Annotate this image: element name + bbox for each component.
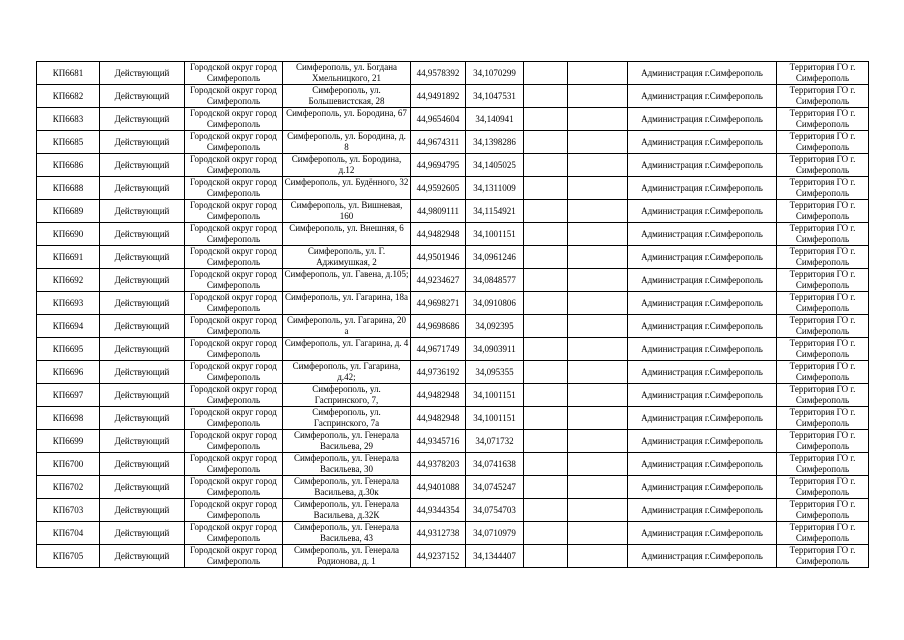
table-row: [37, 338, 869, 361]
owner-cell: Администрация г.Симферополь: [628, 430, 777, 453]
table-row: [37, 131, 869, 154]
longitude-cell: 34,0710979: [466, 522, 524, 545]
district-cell: Городской округ город Симферополь: [185, 62, 283, 85]
address-cell: Симферополь, ул. Генерала Васильева, д.30к: [283, 476, 411, 499]
longitude-cell: 34,0741638: [466, 453, 524, 476]
longitude-cell: 34,1001151: [466, 384, 524, 407]
address-cell: Симферополь, ул. Гагарина, 20 а: [283, 315, 411, 338]
code-cell: КП6686: [37, 154, 100, 177]
latitude-cell: 44,9491892: [411, 85, 466, 108]
registry-body: [37, 62, 869, 568]
address-cell: Симферополь, ул. Гаспринского, 7а: [283, 407, 411, 430]
empty-cell-a: [524, 522, 568, 545]
code-cell: КП6681: [37, 62, 100, 85]
district-cell: Городской округ город Симферополь: [185, 223, 283, 246]
empty-cell-b: [568, 200, 628, 223]
empty-cell-a: [524, 223, 568, 246]
latitude-cell: 44,9234627: [411, 269, 466, 292]
latitude-cell: 44,9401088: [411, 476, 466, 499]
district-cell: Городской округ город Симферополь: [185, 269, 283, 292]
address-cell: Симферополь, ул. Гагарина, д.42;: [283, 361, 411, 384]
territory-cell: Территория ГО г. Симферополь: [777, 177, 869, 200]
table-row: [37, 200, 869, 223]
table-row: [37, 223, 869, 246]
district-cell: Городской округ город Симферополь: [185, 499, 283, 522]
empty-cell-b: [568, 407, 628, 430]
status-cell: Действующий: [100, 361, 185, 384]
territory-cell: Территория ГО г. Симферополь: [777, 361, 869, 384]
district-cell: Городской округ город Симферополь: [185, 177, 283, 200]
empty-cell-b: [568, 522, 628, 545]
district-cell: Городской округ город Симферополь: [185, 154, 283, 177]
code-cell: КП6700: [37, 453, 100, 476]
empty-cell-a: [524, 384, 568, 407]
address-cell: Симферополь, ул. Генерала Родионова, д. 1: [283, 545, 411, 568]
owner-cell: Администрация г.Симферополь: [628, 62, 777, 85]
status-cell: Действующий: [100, 246, 185, 269]
address-cell: Симферополь, ул. Гагарина, 18а: [283, 292, 411, 315]
empty-cell-a: [524, 453, 568, 476]
table-row: [37, 246, 869, 269]
territory-cell: Территория ГО г. Симферополь: [777, 476, 869, 499]
empty-cell-b: [568, 246, 628, 269]
latitude-cell: 44,9671749: [411, 338, 466, 361]
owner-cell: Администрация г.Симферополь: [628, 200, 777, 223]
address-cell: Симферополь, ул. Генерала Васильева, д.32К: [283, 499, 411, 522]
table-row: [37, 108, 869, 131]
empty-cell-b: [568, 384, 628, 407]
status-cell: Действующий: [100, 522, 185, 545]
status-cell: Действующий: [100, 453, 185, 476]
longitude-cell: 34,1154921: [466, 200, 524, 223]
empty-cell-a: [524, 499, 568, 522]
longitude-cell: 34,071732: [466, 430, 524, 453]
latitude-cell: 44,9482948: [411, 384, 466, 407]
status-cell: Действующий: [100, 499, 185, 522]
district-cell: Городской округ город Симферополь: [185, 430, 283, 453]
address-cell: Симферополь, ул. Генерала Васильева, 43: [283, 522, 411, 545]
status-cell: Действующий: [100, 476, 185, 499]
status-cell: Действующий: [100, 430, 185, 453]
longitude-cell: 34,140941: [466, 108, 524, 131]
owner-cell: Администрация г.Симферополь: [628, 246, 777, 269]
district-cell: Городской округ город Симферополь: [185, 338, 283, 361]
code-cell: КП6696: [37, 361, 100, 384]
owner-cell: Администрация г.Симферополь: [628, 85, 777, 108]
empty-cell-b: [568, 223, 628, 246]
territory-cell: Территория ГО г. Симферополь: [777, 223, 869, 246]
empty-cell-a: [524, 131, 568, 154]
empty-cell-b: [568, 499, 628, 522]
table-row: [37, 499, 869, 522]
territory-cell: Территория ГО г. Симферополь: [777, 453, 869, 476]
empty-cell-a: [524, 62, 568, 85]
empty-cell-b: [568, 476, 628, 499]
district-cell: Городской округ город Симферополь: [185, 292, 283, 315]
address-cell: Симферополь, ул. Бородина, д.12: [283, 154, 411, 177]
latitude-cell: 44,9694795: [411, 154, 466, 177]
district-cell: Городской округ город Симферополь: [185, 131, 283, 154]
latitude-cell: 44,9736192: [411, 361, 466, 384]
owner-cell: Администрация г.Симферополь: [628, 476, 777, 499]
code-cell: КП6682: [37, 85, 100, 108]
latitude-cell: 44,9345716: [411, 430, 466, 453]
code-cell: КП6694: [37, 315, 100, 338]
status-cell: Действующий: [100, 177, 185, 200]
district-cell: Городской округ город Симферополь: [185, 200, 283, 223]
longitude-cell: 34,0961246: [466, 246, 524, 269]
code-cell: КП6685: [37, 131, 100, 154]
address-cell: Симферополь, ул. Богдана Хмельницкого, 21: [283, 62, 411, 85]
empty-cell-a: [524, 407, 568, 430]
code-cell: КП6702: [37, 476, 100, 499]
district-cell: Городской округ город Симферополь: [185, 315, 283, 338]
district-cell: Городской округ город Симферополь: [185, 545, 283, 568]
status-cell: Действующий: [100, 292, 185, 315]
empty-cell-a: [524, 246, 568, 269]
territory-cell: Территория ГО г. Симферополь: [777, 131, 869, 154]
owner-cell: Администрация г.Симферополь: [628, 315, 777, 338]
owner-cell: Администрация г.Симферополь: [628, 453, 777, 476]
address-cell: Симферополь, ул. Бородина, д. 8: [283, 131, 411, 154]
latitude-cell: 44,9578392: [411, 62, 466, 85]
district-cell: Городской округ город Симферополь: [185, 85, 283, 108]
empty-cell-b: [568, 361, 628, 384]
empty-cell-b: [568, 154, 628, 177]
empty-cell-a: [524, 269, 568, 292]
territory-cell: Территория ГО г. Симферополь: [777, 338, 869, 361]
status-cell: Действующий: [100, 131, 185, 154]
empty-cell-a: [524, 430, 568, 453]
owner-cell: Администрация г.Симферополь: [628, 407, 777, 430]
empty-cell-b: [568, 62, 628, 85]
table-row: [37, 269, 869, 292]
owner-cell: Администрация г.Симферополь: [628, 292, 777, 315]
district-cell: Городской округ город Симферополь: [185, 407, 283, 430]
code-cell: КП6698: [37, 407, 100, 430]
longitude-cell: 34,1311009: [466, 177, 524, 200]
address-cell: Симферополь, ул. Г. Аджимушкая, 2: [283, 246, 411, 269]
status-cell: Действующий: [100, 62, 185, 85]
owner-cell: Администрация г.Симферополь: [628, 223, 777, 246]
owner-cell: Администрация г.Симферополь: [628, 269, 777, 292]
empty-cell-a: [524, 476, 568, 499]
address-cell: Симферополь, ул. Будённого, 32: [283, 177, 411, 200]
empty-cell-b: [568, 177, 628, 200]
territory-cell: Территория ГО г. Симферополь: [777, 522, 869, 545]
latitude-cell: 44,9809111: [411, 200, 466, 223]
empty-cell-a: [524, 361, 568, 384]
code-cell: КП6693: [37, 292, 100, 315]
empty-cell-b: [568, 430, 628, 453]
longitude-cell: 34,1047531: [466, 85, 524, 108]
code-cell: КП6695: [37, 338, 100, 361]
territory-cell: Территория ГО г. Симферополь: [777, 200, 869, 223]
latitude-cell: 44,9698686: [411, 315, 466, 338]
status-cell: Действующий: [100, 154, 185, 177]
latitude-cell: 44,9482948: [411, 223, 466, 246]
empty-cell-b: [568, 269, 628, 292]
empty-cell-a: [524, 338, 568, 361]
district-cell: Городской округ город Симферополь: [185, 476, 283, 499]
latitude-cell: 44,9654604: [411, 108, 466, 131]
longitude-cell: 34,0745247: [466, 476, 524, 499]
table-row: [37, 154, 869, 177]
address-cell: Симферополь, ул. Генерала Васильева, 29: [283, 430, 411, 453]
empty-cell-a: [524, 108, 568, 131]
table-row: [37, 85, 869, 108]
status-cell: Действующий: [100, 269, 185, 292]
latitude-cell: 44,9592605: [411, 177, 466, 200]
longitude-cell: 34,1405025: [466, 154, 524, 177]
status-cell: Действующий: [100, 407, 185, 430]
district-cell: Городской округ город Симферополь: [185, 453, 283, 476]
address-cell: Симферополь, ул. Бородина, 67: [283, 108, 411, 131]
empty-cell-a: [524, 292, 568, 315]
empty-cell-a: [524, 315, 568, 338]
table-row: [37, 453, 869, 476]
territory-cell: Территория ГО г. Симферополь: [777, 246, 869, 269]
territory-cell: Территория ГО г. Симферополь: [777, 154, 869, 177]
code-cell: КП6690: [37, 223, 100, 246]
status-cell: Действующий: [100, 315, 185, 338]
territory-cell: Территория ГО г. Симферополь: [777, 62, 869, 85]
territory-cell: Территория ГО г. Симферополь: [777, 292, 869, 315]
address-cell: Симферополь, ул. Вишневая, 160: [283, 200, 411, 223]
empty-cell-b: [568, 292, 628, 315]
longitude-cell: 34,095355: [466, 361, 524, 384]
registry-table: [36, 61, 869, 568]
table-row: [37, 62, 869, 85]
latitude-cell: 44,9698271: [411, 292, 466, 315]
owner-cell: Администрация г.Симферополь: [628, 177, 777, 200]
address-cell: Симферополь, ул. Генерала Васильева, 30: [283, 453, 411, 476]
address-cell: Симферополь, ул. Гавена, д.105;: [283, 269, 411, 292]
code-cell: КП6703: [37, 499, 100, 522]
territory-cell: Территория ГО г. Симферополь: [777, 108, 869, 131]
table-row: [37, 361, 869, 384]
table-row: [37, 407, 869, 430]
code-cell: КП6699: [37, 430, 100, 453]
empty-cell-b: [568, 108, 628, 131]
code-cell: КП6705: [37, 545, 100, 568]
status-cell: Действующий: [100, 384, 185, 407]
empty-cell-b: [568, 545, 628, 568]
code-cell: КП6683: [37, 108, 100, 131]
longitude-cell: 34,092395: [466, 315, 524, 338]
longitude-cell: 34,1398286: [466, 131, 524, 154]
code-cell: КП6697: [37, 384, 100, 407]
status-cell: Действующий: [100, 85, 185, 108]
code-cell: КП6692: [37, 269, 100, 292]
territory-cell: Территория ГО г. Симферополь: [777, 85, 869, 108]
latitude-cell: 44,9312738: [411, 522, 466, 545]
latitude-cell: 44,9344354: [411, 499, 466, 522]
owner-cell: Администрация г.Симферополь: [628, 545, 777, 568]
longitude-cell: 34,0848577: [466, 269, 524, 292]
empty-cell-b: [568, 131, 628, 154]
status-cell: Действующий: [100, 108, 185, 131]
owner-cell: Администрация г.Симферополь: [628, 131, 777, 154]
district-cell: Городской округ город Симферополь: [185, 246, 283, 269]
territory-cell: Территория ГО г. Симферополь: [777, 269, 869, 292]
status-cell: Действующий: [100, 338, 185, 361]
code-cell: КП6691: [37, 246, 100, 269]
empty-cell-a: [524, 177, 568, 200]
territory-cell: Территория ГО г. Симферополь: [777, 545, 869, 568]
latitude-cell: 44,9482948: [411, 407, 466, 430]
table-row: [37, 545, 869, 568]
latitude-cell: 44,9237152: [411, 545, 466, 568]
table-row: [37, 315, 869, 338]
district-cell: Городской округ город Симферополь: [185, 108, 283, 131]
longitude-cell: 34,1001151: [466, 407, 524, 430]
owner-cell: Администрация г.Симферополь: [628, 361, 777, 384]
table-row: [37, 476, 869, 499]
owner-cell: Администрация г.Симферополь: [628, 522, 777, 545]
longitude-cell: 34,0903911: [466, 338, 524, 361]
code-cell: КП6704: [37, 522, 100, 545]
empty-cell-a: [524, 154, 568, 177]
district-cell: Городской округ город Симферополь: [185, 361, 283, 384]
latitude-cell: 44,9674311: [411, 131, 466, 154]
longitude-cell: 34,1344407: [466, 545, 524, 568]
owner-cell: Администрация г.Симферополь: [628, 499, 777, 522]
empty-cell-b: [568, 338, 628, 361]
territory-cell: Территория ГО г. Симферополь: [777, 407, 869, 430]
code-cell: КП6689: [37, 200, 100, 223]
owner-cell: Администрация г.Симферополь: [628, 154, 777, 177]
district-cell: Городской округ город Симферополь: [185, 522, 283, 545]
territory-cell: Территория ГО г. Симферополь: [777, 430, 869, 453]
longitude-cell: 34,0910806: [466, 292, 524, 315]
empty-cell-a: [524, 85, 568, 108]
empty-cell-b: [568, 85, 628, 108]
owner-cell: Администрация г.Симферополь: [628, 338, 777, 361]
empty-cell-a: [524, 200, 568, 223]
longitude-cell: 34,1070299: [466, 62, 524, 85]
table-row: [37, 177, 869, 200]
territory-cell: Территория ГО г. Симферополь: [777, 384, 869, 407]
district-cell: Городской округ город Симферополь: [185, 384, 283, 407]
address-cell: Симферополь, ул. Внешняя, 6: [283, 223, 411, 246]
table-row: [37, 430, 869, 453]
owner-cell: Администрация г.Симферополь: [628, 384, 777, 407]
latitude-cell: 44,9501946: [411, 246, 466, 269]
table-row: [37, 522, 869, 545]
status-cell: Действующий: [100, 545, 185, 568]
status-cell: Действующий: [100, 200, 185, 223]
address-cell: Симферополь, ул. Большевистская, 28: [283, 85, 411, 108]
owner-cell: Администрация г.Симферополь: [628, 108, 777, 131]
empty-cell-a: [524, 545, 568, 568]
table-row: [37, 384, 869, 407]
latitude-cell: 44,9378203: [411, 453, 466, 476]
status-cell: Действующий: [100, 223, 185, 246]
empty-cell-b: [568, 315, 628, 338]
longitude-cell: 34,1001151: [466, 223, 524, 246]
code-cell: КП6688: [37, 177, 100, 200]
table-row: [37, 292, 869, 315]
address-cell: Симферополь, ул. Гагарина, д. 4: [283, 338, 411, 361]
territory-cell: Территория ГО г. Симферополь: [777, 499, 869, 522]
longitude-cell: 34,0754703: [466, 499, 524, 522]
territory-cell: Территория ГО г. Симферополь: [777, 315, 869, 338]
address-cell: Симферополь, ул. Гаспринского, 7,: [283, 384, 411, 407]
empty-cell-b: [568, 453, 628, 476]
